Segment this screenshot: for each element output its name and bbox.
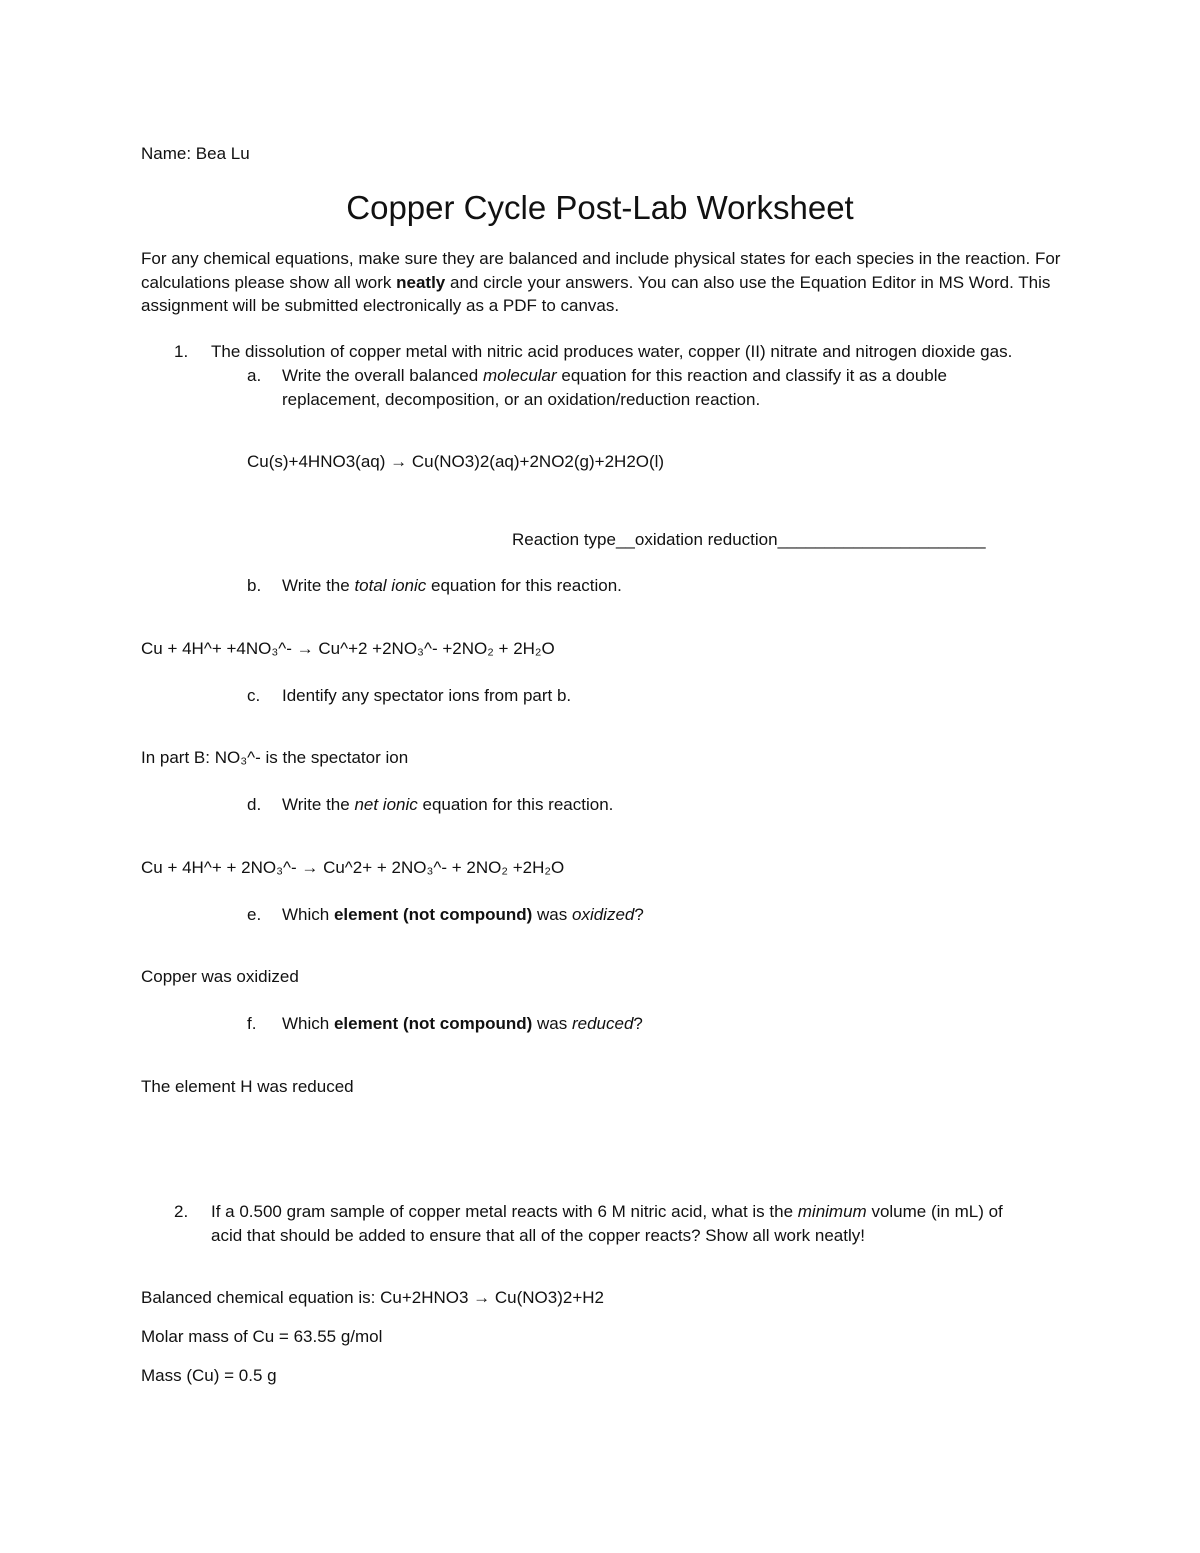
part-d-label: d. <box>247 795 262 814</box>
part-f-text: Which element (not compound) was reduced? <box>282 1014 643 1033</box>
part-e-text: Which element (not compound) was oxidized? <box>282 905 644 924</box>
question-1-text: The dissolution of copper metal with nitric acid produces water, copper (II) nitrate and nitrogen dioxide gas. <box>211 342 1013 361</box>
part-c-label: c. <box>247 686 261 705</box>
question-2-number: 2. <box>174 1202 189 1221</box>
page-title: Copper Cycle Post-Lab Worksheet <box>346 189 854 226</box>
work-molar-mass: Molar mass of Cu = 63.55 g/mol <box>141 1327 383 1346</box>
work-balanced-equation: Balanced chemical equation is: Cu+2HNO3 → Cu(NO3)2+H2 <box>141 1288 605 1307</box>
work-mass-cu: Mass (Cu) = 0.5 g <box>141 1366 277 1385</box>
part-e-answer: Copper was oxidized <box>141 967 299 986</box>
part-a-text-line1: Write the overall balanced molecular equation for this reaction and classify it as a double <box>282 366 947 385</box>
reaction-type-line: Reaction type__oxidation reduction______________________ <box>512 530 986 549</box>
part-b-text: Write the total ionic equation for this reaction. <box>282 576 622 595</box>
part-e-label: e. <box>247 905 262 924</box>
question-1-number: 1. <box>174 342 189 361</box>
part-a-text-line2: replacement, decomposition, or an oxidation/reduction reaction. <box>282 390 761 409</box>
question-2-text-line2: acid that should be added to ensure that all of the copper reacts? Show all work neatly! <box>211 1226 865 1245</box>
part-a-answer-equation: Cu(s)+4HNO3(aq) → Cu(NO3)2(aq)+2NO2(g)+2H2O(l) <box>247 452 665 471</box>
question-2-text-line1: If a 0.500 gram sample of copper metal reacts with 6 M nitric acid, what is the minimum volume (in mL) of <box>211 1202 1003 1221</box>
part-f-answer: The element H was reduced <box>141 1077 354 1096</box>
student-name: Name: Bea Lu <box>141 144 250 163</box>
part-b-label: b. <box>247 576 262 595</box>
part-a-label: a. <box>247 366 262 385</box>
part-b-answer-equation: Cu + 4H^+ +4NO₃^- → Cu^+2 +2NO₃^- +2NO₂ + 2H₂O <box>141 639 555 658</box>
part-c-text: Identify any spectator ions from part b. <box>282 686 572 705</box>
part-d-text: Write the net ionic equation for this reaction. <box>282 795 614 814</box>
part-d-answer-equation: Cu + 4H^+ + 2NO₃^- → Cu^2+ + 2NO₃^- + 2NO₂ +2H₂O <box>141 858 565 877</box>
part-f-label: f. <box>247 1014 257 1033</box>
instructions-paragraph: For any chemical equations, make sure they are balanced and include physical states for each species in the reaction. For calculations please show all work neatly and circle your answers. You can also use the Equation Editor in MS Word. This assignment will be submitted electronically as a PDF to canvas. <box>141 249 1061 315</box>
emphasis-neatly: neatly <box>396 272 446 292</box>
part-c-answer: In part B: NO₃^- is the spectator ion <box>141 748 409 767</box>
